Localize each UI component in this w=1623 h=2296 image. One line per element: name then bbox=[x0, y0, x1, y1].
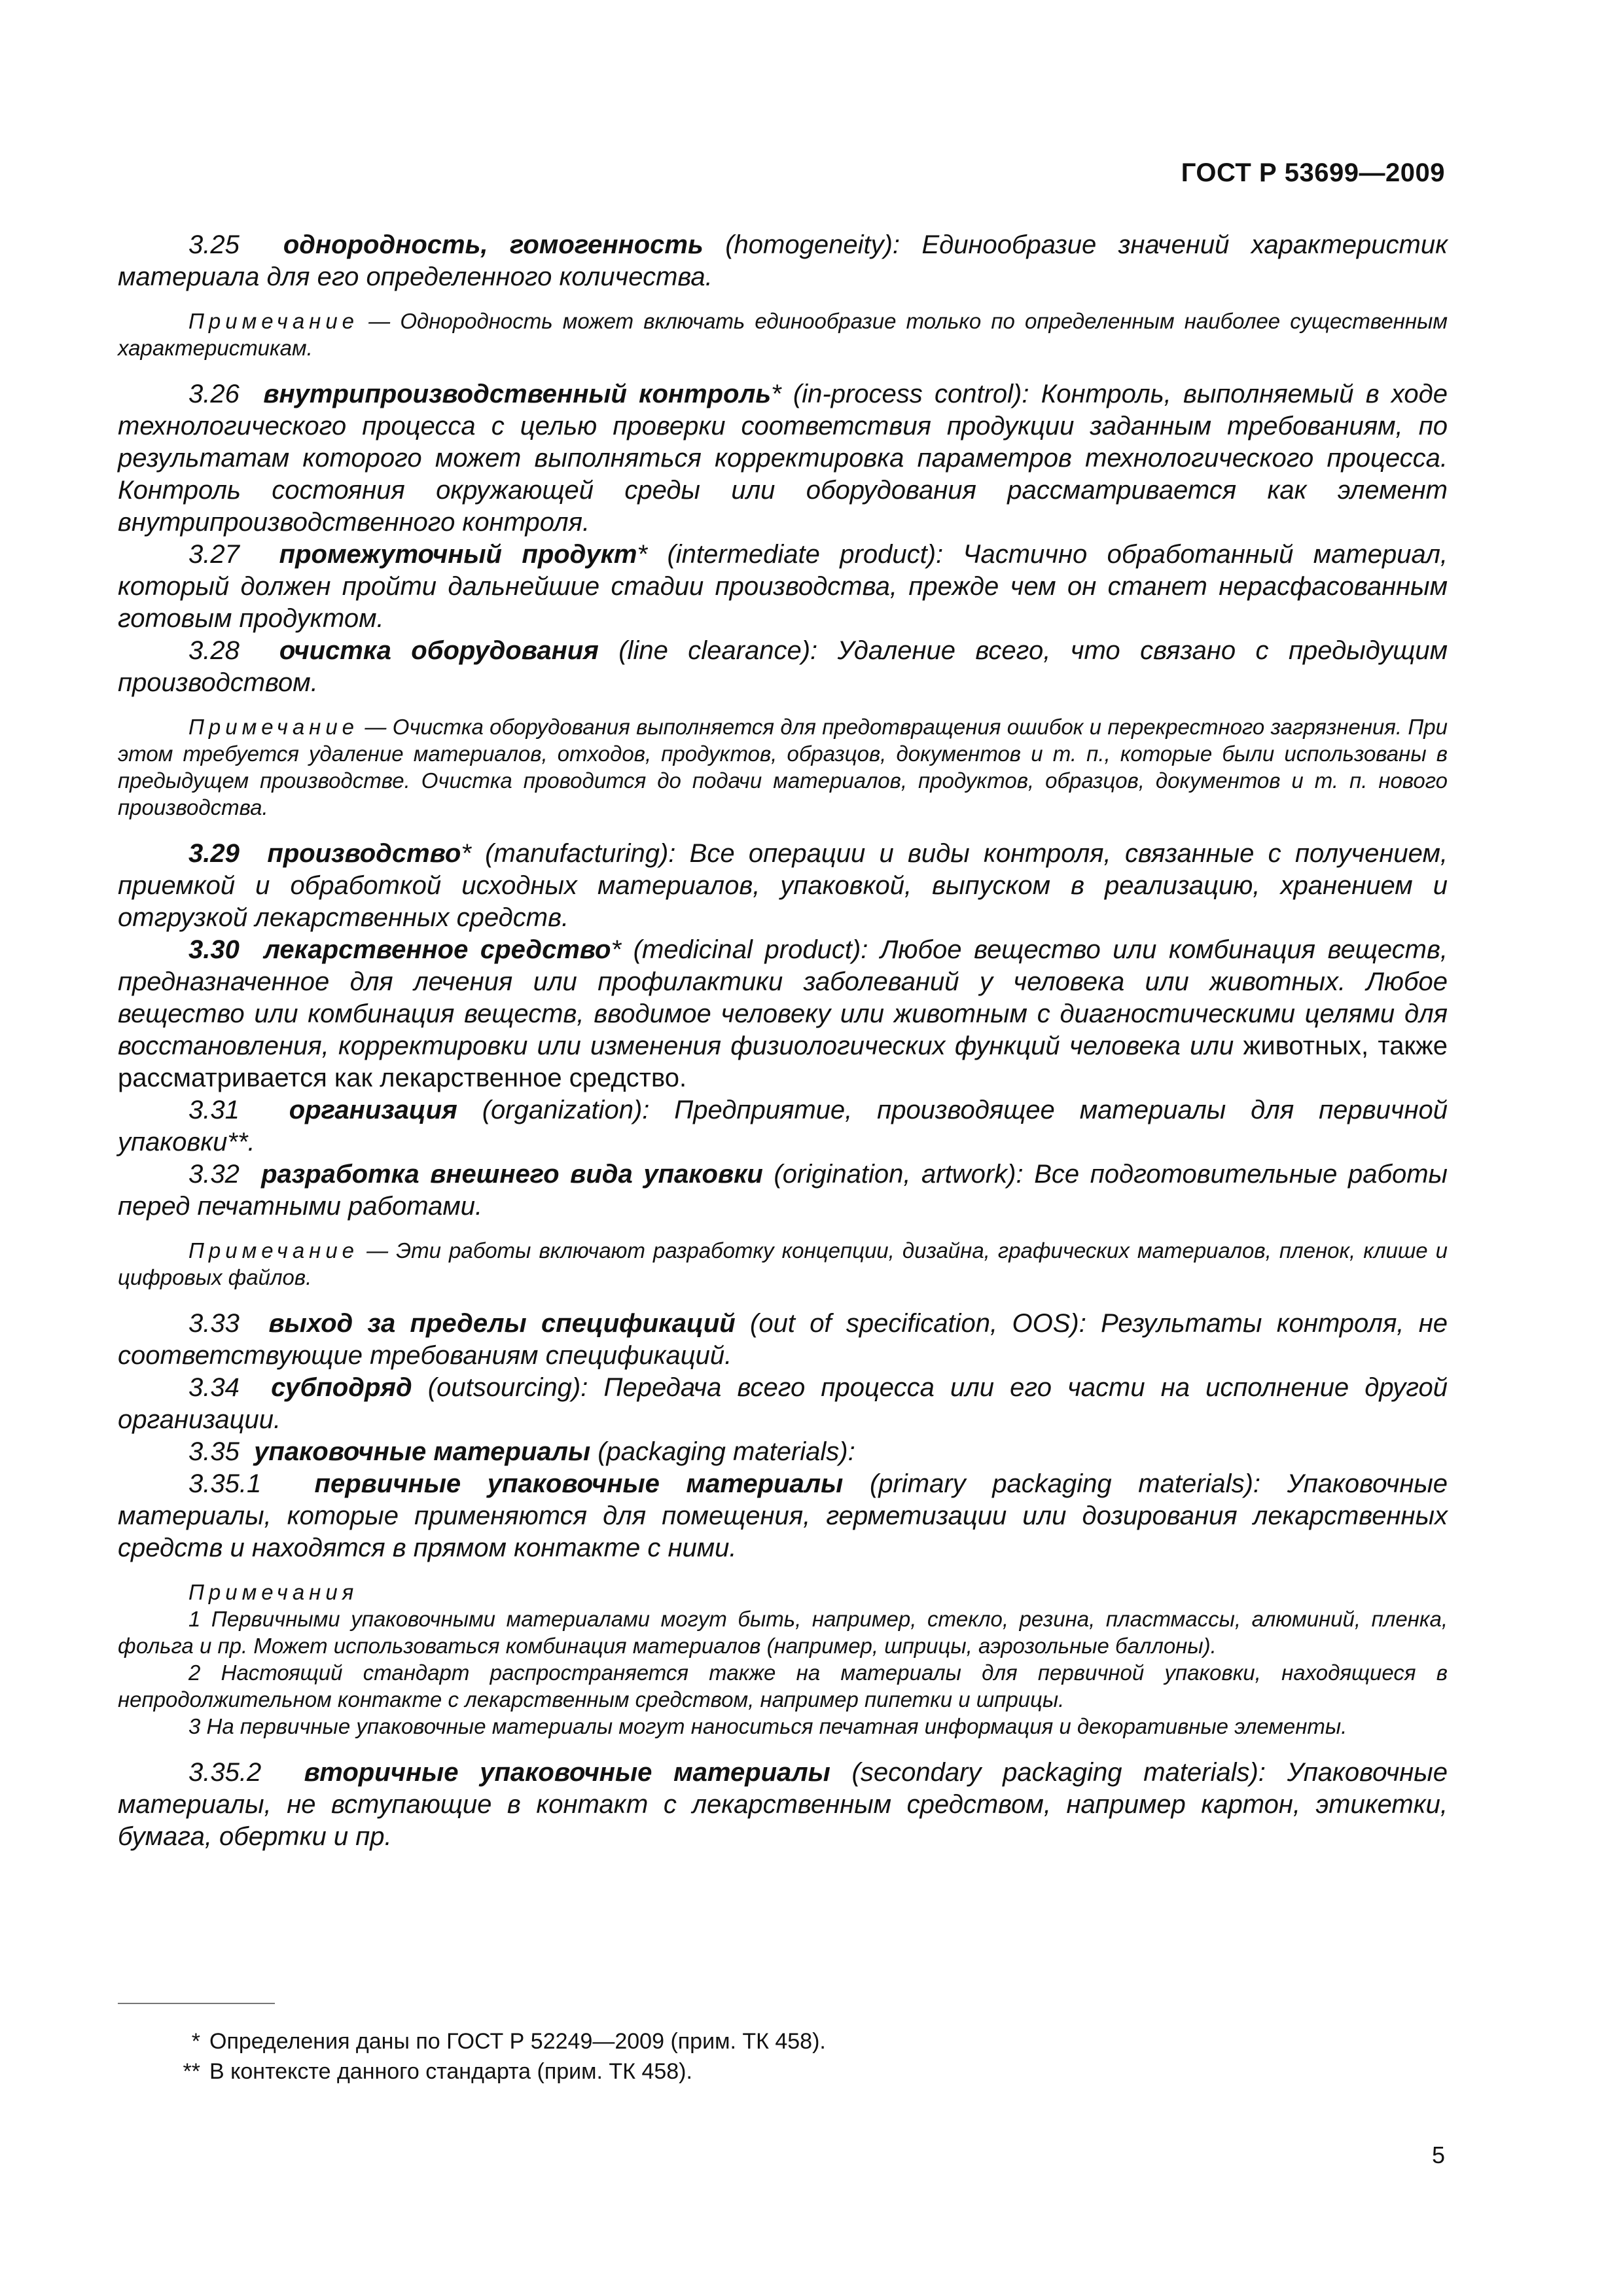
entry-number: 3.34 bbox=[188, 1373, 240, 1402]
entry-definition: (organization): Предприятие, производящее материалы для первичной упаковки**. bbox=[118, 1096, 1448, 1157]
entry-definition: (homogeneity): Единообразие значений характеристик материала для его определенного количества. bbox=[118, 230, 1448, 291]
entry-number: 3.30 bbox=[188, 935, 240, 964]
entry-term: организация bbox=[289, 1096, 457, 1124]
entry-term: упаковочные материалы bbox=[254, 1437, 591, 1466]
entry-definition: (origination, artwork): Все подготовительные работы перед печатными работами. bbox=[118, 1160, 1448, 1221]
entry-number: 3.28 bbox=[188, 636, 240, 665]
note-text: — Очистка оборудования выполняется для предотвращения ошибок и перекрестного загрязнения. При этом требуется удаление материалов, отходов, продуктов, образцов, документов и т. п., которые были использованы в предыдущем производстве. Очистка проводится до подачи материалов, продуктов, образцов, документов и т. п. нового производства. bbox=[118, 715, 1448, 819]
entry-term: лекарственное средство bbox=[264, 935, 611, 964]
entry-term: производство bbox=[267, 839, 461, 868]
term-entry-3-27 bbox=[118, 539, 1448, 635]
note-label: Примечание bbox=[188, 309, 359, 333]
note-text: — Однородность может включать единообразие только по определенным наиболее существенным характеристикам. bbox=[118, 309, 1448, 360]
term-entry-3-32 bbox=[118, 1158, 1448, 1223]
document-body bbox=[118, 229, 1448, 1853]
term-entry-3-34 bbox=[118, 1372, 1448, 1436]
note-item-1: 1 Первичными упаковочными материалами могут быть, например, стекло, резина, пластмассы, алюминий, пленка, фольга и пр. Может использоваться комбинация материалов (например, шприцы, аэрозольные баллоны). bbox=[118, 1607, 1448, 1658]
entry-definition: * (in-process control): Контроль, выполняемый в ходе технологического процесса с целью проверки соответствия продукции заданным требованиям, по результатам которого может выполняться корректировка параметров технологического процесса. Контроль состояния окружающей среды или оборудования рассматривается как элемент внутрипроизводственного контроля. bbox=[118, 380, 1448, 537]
entry-number: 3.35 bbox=[188, 1437, 240, 1466]
entry-term: однородность, гомогенность bbox=[283, 230, 704, 259]
term-entry-3-28 bbox=[118, 635, 1448, 699]
entry-number: 3.35.1 bbox=[188, 1469, 262, 1498]
entry-number: 3.35.2 bbox=[188, 1758, 262, 1787]
footnote-separator bbox=[118, 2003, 275, 2004]
term-entry-3-35-2 bbox=[118, 1757, 1448, 1853]
note-label: Примечание bbox=[188, 715, 359, 739]
footnote-mark: * bbox=[191, 2029, 200, 2054]
standard-header: ГОСТ Р 53699—2009 bbox=[1181, 158, 1445, 187]
entry-number: 3.25 bbox=[188, 230, 240, 259]
entry-term: субподряд bbox=[271, 1373, 412, 1402]
entry-definition-upright: животных, также рассматривается как лекарственное средство. bbox=[118, 1031, 1448, 1092]
footnote-text: Определения даны по ГОСТ Р 52249—2009 (прим. ТК 458). bbox=[209, 2029, 826, 2054]
notes-heading-3-35-1 bbox=[118, 1579, 1448, 1605]
footnote-2 bbox=[118, 2056, 1448, 2087]
entry-definition: (secondary packaging materials): Упаковочные материалы, не вступающие в контакт с лекарственным средством, например картон, этикетки, бумага, обертки и пр. bbox=[118, 1758, 1448, 1851]
entry-term: разработка внешнего вида упаковки bbox=[261, 1160, 763, 1189]
entry-number: 3.32 bbox=[188, 1160, 240, 1189]
note-item-3: 3 На первичные упаковочные материалы могут наноситься печатная информация и декоративные элементы. bbox=[188, 1714, 1347, 1738]
entry-definition: (out of specification, OOS): Результаты контроля, не соответствующие требованиям спецификаций. bbox=[118, 1309, 1448, 1370]
entry-definition: * (manufacturing): Все операции и виды контроля, связанные с получением, приемкой и обработкой исходных материалов, упаковкой, выпуском в реализацию, хранением и отгрузкой лекарственных средств. bbox=[118, 839, 1448, 932]
note-item-2: 2 Настоящий стандарт распространяется также на материалы для первичной упаковки, находящиеся в непродолжительном контакте с лекарственным средством, например пипетки и шприцы. bbox=[118, 1660, 1448, 1712]
footnotes bbox=[118, 2026, 1448, 2087]
note-3-28 bbox=[118, 713, 1448, 821]
term-entry-3-33 bbox=[118, 1308, 1448, 1372]
term-entry-3-25 bbox=[118, 229, 1448, 293]
footnote-text: В контексте данного стандарта (прим. ТК 458). bbox=[209, 2059, 692, 2084]
note-label: Примечание bbox=[188, 1238, 359, 1263]
notes-label: Примечания bbox=[188, 1580, 359, 1604]
entry-term: выход за пределы спецификаций bbox=[268, 1309, 736, 1338]
term-entry-3-30 bbox=[118, 934, 1448, 1094]
page-number: 5 bbox=[1431, 2142, 1445, 2168]
note-3-32 bbox=[118, 1237, 1448, 1291]
term-entry-3-35 bbox=[118, 1436, 1448, 1468]
entry-term: внутрипроизводственный контроль bbox=[263, 380, 772, 408]
entry-term: промежуточный продукт bbox=[279, 540, 637, 569]
term-entry-3-29 bbox=[118, 838, 1448, 934]
entry-term: вторичные упаковочные материалы bbox=[304, 1758, 830, 1787]
entry-number: 3.33 bbox=[188, 1309, 240, 1338]
term-entry-3-26 bbox=[118, 378, 1448, 539]
entry-definition: (line clearance): Удаление всего, что связано с предыдущим производством. bbox=[118, 636, 1448, 697]
entry-number: 3.31 bbox=[188, 1096, 240, 1124]
footnote-1 bbox=[118, 2026, 1448, 2056]
entry-number: 3.29 bbox=[188, 839, 240, 868]
entry-definition: (primary packaging materials): Упаковочные материалы, которые применяются для помещения, герметизации или дозирования лекарственных средств и находятся в прямом контакте с ними. bbox=[118, 1469, 1448, 1562]
term-entry-3-31 bbox=[118, 1094, 1448, 1158]
note-3-25 bbox=[118, 308, 1448, 361]
entry-definition: (outsourcing): Передача всего процесса или его части на исполнение другой организации. bbox=[118, 1373, 1448, 1434]
entry-term: первичные упаковочные материалы bbox=[314, 1469, 844, 1498]
entry-number: 3.27 bbox=[188, 540, 240, 569]
entry-definition: * (intermediate product): Частично обработанный материал, который должен пройти дальнейшие стадии производства, прежде чем он станет нерасфасованным готовым продуктом. bbox=[118, 540, 1448, 633]
entry-number: 3.26 bbox=[188, 380, 240, 408]
entry-definition: (packaging materials): bbox=[590, 1437, 855, 1466]
entry-term: очистка оборудования bbox=[279, 636, 599, 665]
term-entry-3-35-1 bbox=[118, 1468, 1448, 1564]
note-text: — Эти работы включают разработку концепции, дизайна, графических материалов, пленок, клише и цифровых файлов. bbox=[118, 1238, 1448, 1289]
entry-definition: * (medicinal product): Любое вещество или комбинация веществ, предназначенное для лечения или профилактики заболеваний у человека или животных. Любое вещество или комбинация веществ, вводимое человеку или животным с диагностическими целями для восстановления, корректировки или изменения физиологических функций человека или bbox=[118, 935, 1448, 1060]
footnote-mark: ** bbox=[183, 2059, 200, 2084]
